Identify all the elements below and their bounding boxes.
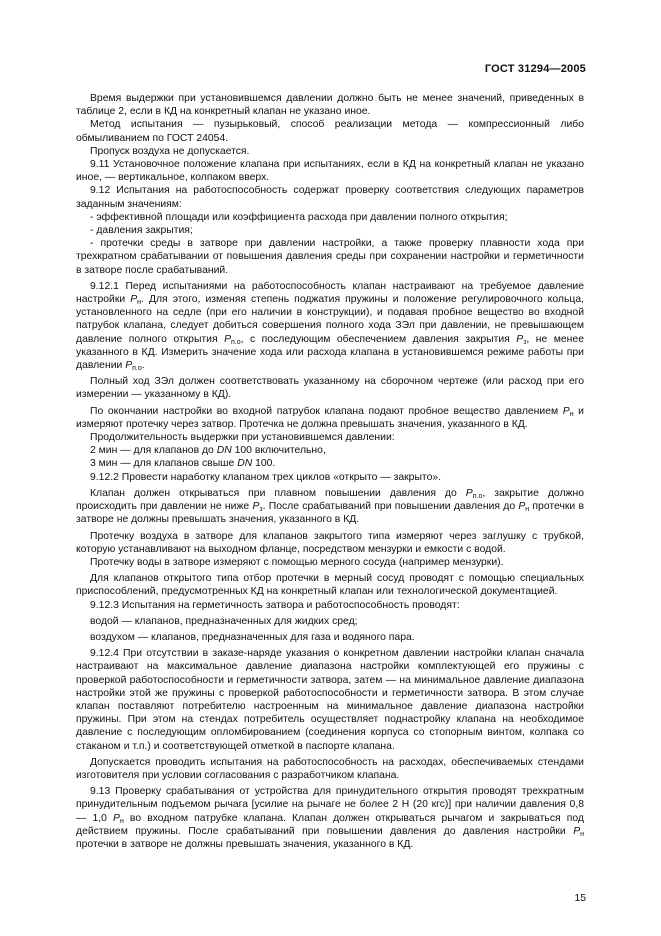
list-item-leakage: - протечки среды в затворе при давлении настройки, а также проверку плавности хода при трехкратном срабатывании от повышения давления среды при сохранении настройки и герметичности в затворе после срабатываний.: [76, 238, 584, 276]
paragraph-stand-testing: Допускается проводить испытания на работоспособность на расходах, обеспечиваемых стендами изготовителя при условии согласования с разработчиком клапана.: [76, 756, 584, 781]
list-item-closing-pressure: - давления закрытия;: [90, 225, 193, 237]
clause-9-12-4: 9.12.4 При отсутствии в заказе-наряде указания о конкретном давлении настройки клапан сначала настраивают на максимальное давление диапазона настройки комплектующей его пружины с проверкой работоспособности и герметичности затвора, затем — на минимальное давление диапазона настройки этой же пружины с проверкой работоспособности и герметичности затвора. В этом случае клапан поставляют потребителю настроенным на минимальное давление диапазона настройки пружины. При этом на стендах потребитель осуществляет поднастройку клапана на необходимое давление с последующим опломбированием (соединения корпуса со стопорным винтом, колпака со стаканом и т.п.) и соответствующей отметкой в паспорте клапана.: [76, 648, 584, 752]
paragraph-open-type: Для клапанов открытого типа отбор протечки в мерный сосуд проводят с помощью специальных приспособлений, предусмотренных КД на конкретный клапан или технологической документацией.: [76, 573, 584, 598]
clause-9-12-2: 9.12.2 Провести наработку клапаном трех циклов «открыто — закрыто».: [90, 471, 442, 483]
paragraph-opening-closing: Клапан должен открываться при плавном повышении давления до $P_{п.о}$, закрытие должно происходить при давлении не ниже $P_з$. После срабатываний при повышении давления до $P_н$ протечки в затворе не должны превышать значения, указанного в КД.: [76, 487, 585, 526]
paragraph-hold-duration: Продолжительность выдержки при установившемся давлении:: [90, 432, 395, 444]
paragraph-test-method: Метод испытания — пузырьковый, способ реализации метода — компрессионный либо обмыливанием по ГОСТ 24054.: [76, 119, 584, 144]
document-code-header: ГОСТ 31294—2005: [484, 63, 586, 75]
page-number: 15: [574, 893, 586, 904]
clause-9-12: 9.12 Испытания на работоспособность содержат проверку соответствия следующих параметров заданным значениям:: [76, 185, 584, 210]
document-body: [76, 92, 584, 851]
medium-water: водой — клапанов, предназначенных для жидких сред;: [90, 615, 358, 627]
paragraph-water-leak-measure: Протечку воды в затворе измеряют с помощью мерного сосуда (например мензурки).: [90, 556, 504, 568]
list-item-effective-area: - эффективной площади или коэффициента расхода при давлении полного открытия;: [90, 211, 508, 223]
paragraph-air-leak-measure: Протечку воздуха в затворе для клапанов закрытого типа измеряют через заглушку с трубкой, которую устанавливают на выходном фланце, посредством мензурки и емкости с водой.: [76, 530, 584, 555]
hold-duration-large: 3 мин — для клапанов свыше DN 100.: [90, 458, 276, 470]
paragraph-no-air-leak: Пропуск воздуха не допускается.: [90, 145, 250, 157]
paragraph-leak-measure: По окончании настройки во входной патрубок клапана подают пробное вещество давлением $P_н$ и измеряют протечку через затвор. Протечка не должна превышать значения, указанного в КД.: [76, 405, 584, 430]
hold-duration-small: 2 мин — для клапанов до DN 100 включительно,: [90, 445, 326, 457]
medium-air: воздухом — клапанов, предназначенных для газа и водяного пара.: [90, 631, 415, 643]
paragraph-full-stroke: Полный ход ЗЭл должен соответствовать указанному на сборочном чертеже (или расход при его измерении — указанному в КД).: [76, 376, 584, 401]
clause-9-12-3: 9.12.3 Испытания на герметичность затвора и работоспособность проводят:: [90, 599, 460, 611]
clause-9-12-1: 9.12.1 Перед испытаниями на работоспособность клапан настраивают на требуемое давление настройки $P_н$. Для этого, изменяя степень поджатия пружины и положение регулировочного кольца, установленного на седле (при его наличии в конструкции), и подавая пробное вещество во входной патрубок клапана, следует добиться совершения полного хода ЗЭл при давлении, не превышающем давление полного открытия $P_{п.о}$, с последующим обеспечением давления закрытия $P_з$, не менее указанного в КД. Измерить значение хода или расхода клапана в установившемся режиме работы при давлении $P_{п.о}$.: [76, 280, 584, 373]
clause-9-11: 9.11 Установочное положение клапана при испытаниях, если в КД на конкретный клапан не указано иное, — вертикальное, колпаком вверх.: [76, 159, 584, 184]
paragraph-hold-time: Время выдержки при установившемся давлении должно быть не менее значений, приведенных в таблице 2, если в КД на конкретный клапан не указано иное.: [76, 93, 584, 118]
clause-9-13: 9.13 Проверку срабатывания от устройства для принудительного открытия проводят трехкратным принудительным подъемом рычага [усилие на рычаге не более 2 Н (20 кгс)] при наличии давления 0,8 — 1,0 $P_н$ во входном патрубке клапана. Клапан должен открываться рычагом и закрываться под действием пружины. После срабатываний при повышении давления до давления настройки $P_н$ протечки в затворе не должны превышать значения, указанного в КД.: [76, 786, 584, 850]
